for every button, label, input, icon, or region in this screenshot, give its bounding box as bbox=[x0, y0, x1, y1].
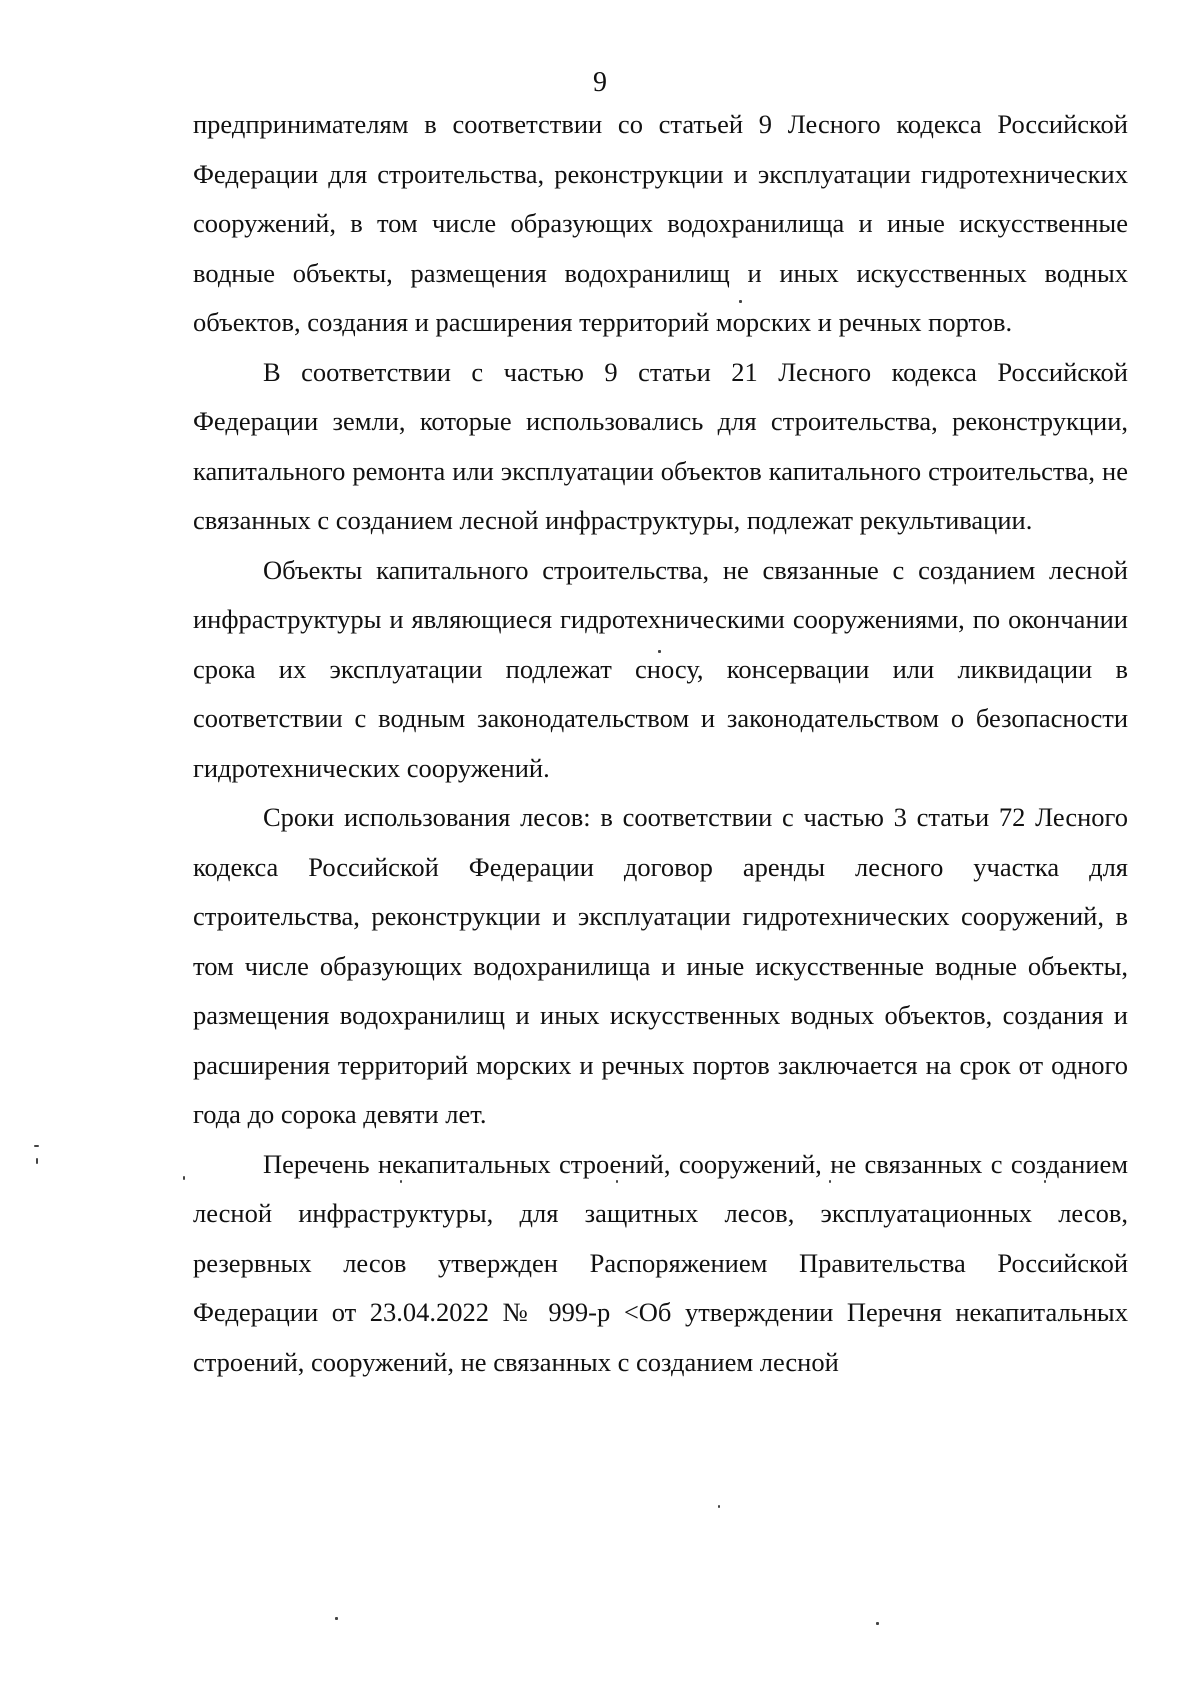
scan-speck bbox=[1044, 1180, 1046, 1183]
scan-speck bbox=[658, 650, 661, 653]
scan-speck bbox=[616, 1180, 618, 1183]
document-body bbox=[193, 100, 1128, 1387]
scan-speck bbox=[183, 1176, 185, 1180]
paragraph-5: Перечень некапитальных строений, сооружений, не связанных с созданием лесной инфраструктуры, для защитных лесов, эксплуатационных лесов, резервных лесов утвержден Распоряжением Правительства Российской Федерации от 23.04.2022 № 999-р <Об утверждении Перечня некапитальных строений, сооружений, не связанных с созданием лесной bbox=[193, 1148, 1128, 1377]
paragraph-1: предпринимателям в соответствии со статьей 9 Лесного кодекса Российской Федерации для строительства, реконструкции и эксплуатации гидротехнических сооружений, в том числе образующих водохранилища и иные искусственные водные объекты, размещения водохранилищ и иных искусственных водных объектов, создания и расширения территорий морских и речных портов. bbox=[193, 109, 1128, 337]
scan-speck bbox=[36, 1158, 38, 1164]
scan-speck bbox=[718, 1505, 720, 1508]
scan-speck bbox=[34, 1145, 39, 1147]
paragraph-4: Сроки использования лесов: в соответствии с частью 3 статьи 72 Лесного кодекса Российской Федерации договор аренды лесного участка для строительства, реконструкции и эксплуатации гидротехнических сооружений, в том числе образующих водохранилища и иные искусственные водные объекты, размещения водохранилищ и иных искусственных водных объектов, создания и расширения территорий морских и речных портов заключается на срок от одного года до сорока девяти лет. bbox=[193, 802, 1128, 1129]
paragraph-2: В соответствии с частью 9 статьи 21 Лесного кодекса Российской Федерации земли, которые использовались для строительства, реконструкции, капитального ремонта или эксплуатации объектов капитального строительства, не связанных с созданием лесной инфраструктуры, подлежат рекультивации. bbox=[193, 356, 1128, 535]
paragraph-3: Объекты капитального строительства, не связанные с созданием лесной инфраструктуры и являющиеся гидротехническими сооружениями, по окончании срока их эксплуатации подлежат сносу, консервации или ликвидации в соответствии с водным законодательством и законодательством о безопасности гидротехнических сооружений. bbox=[193, 554, 1128, 783]
scan-speck bbox=[876, 1622, 879, 1625]
scan-speck bbox=[335, 1617, 338, 1620]
page-number: 9 bbox=[593, 67, 607, 98]
scan-speck bbox=[400, 1180, 402, 1183]
scan-speck bbox=[739, 300, 742, 303]
scan-speck bbox=[829, 1180, 831, 1183]
